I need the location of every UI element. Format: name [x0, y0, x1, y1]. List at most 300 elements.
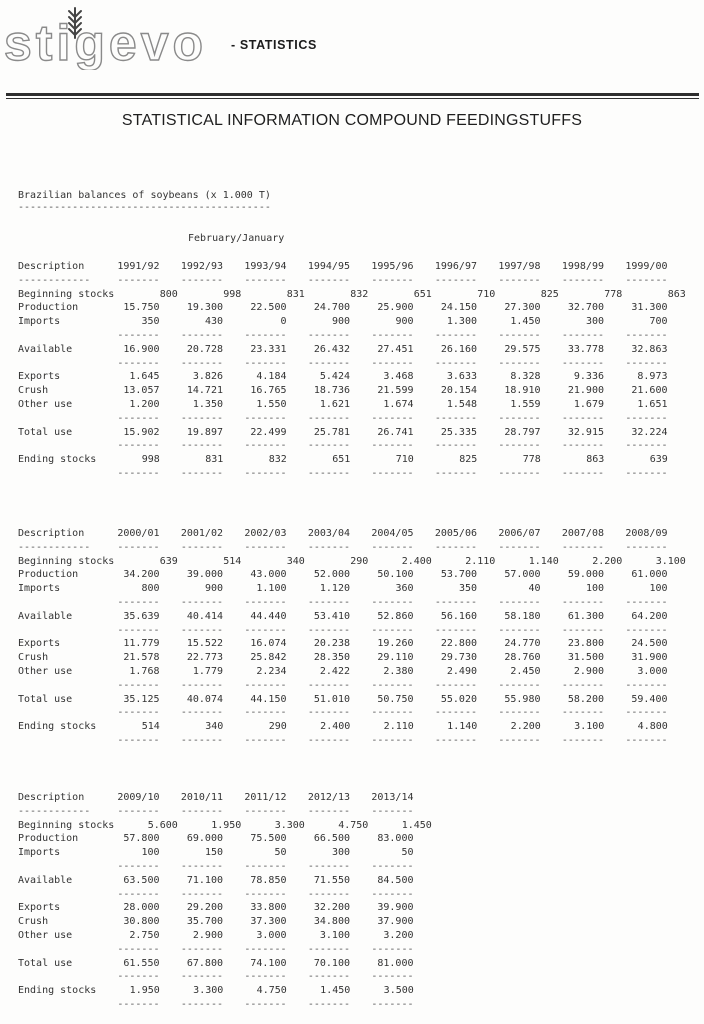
cell-value: 1.450 [510, 316, 541, 328]
dash-separator: ------- [117, 971, 160, 983]
cell-value: 0 [280, 316, 287, 328]
cell-value: 44.440 [250, 610, 287, 622]
cell-value: 1.100 [256, 583, 287, 595]
cell-value: 8.328 [510, 371, 541, 383]
dash-separator: ------- [561, 440, 604, 452]
cell-value: 2.422 [319, 665, 350, 677]
cell-value: 998 [141, 454, 160, 466]
year-column-header: 2006/07 [498, 528, 541, 539]
separator-spacer [18, 412, 96, 426]
wheat-icon [64, 5, 86, 39]
cell-value: 1.621 [319, 398, 350, 410]
cell-value: 514 [141, 721, 160, 733]
row-label: Total use [18, 426, 73, 438]
dash-separator: ------- [307, 596, 350, 608]
dash-separator: ------- [561, 679, 604, 691]
dash-separator: ------- [371, 596, 414, 608]
cell-value: 28.350 [313, 652, 350, 664]
dash-separator: ------- [307, 440, 350, 452]
dash-separator: ------- [371, 624, 414, 636]
table-row [18, 426, 686, 440]
table-row [18, 453, 686, 467]
cell-value: 639 [159, 555, 178, 567]
cell-value: 32.224 [631, 426, 668, 438]
cell-value: 290 [350, 555, 369, 567]
dash-separator: ------- [117, 707, 160, 719]
cell-value: 78.850 [250, 874, 287, 886]
column-underline: ------- [307, 805, 350, 817]
cell-value: 998 [223, 288, 242, 300]
dash-separator: ------- [180, 679, 223, 691]
cell-value: 3.100 [319, 929, 350, 941]
dash-separator: ------- [498, 624, 541, 636]
cell-value: 832 [268, 454, 287, 466]
cell-value: 75.500 [250, 833, 287, 845]
dash-separator: ------- [561, 734, 604, 746]
description-column-header: Description [18, 261, 85, 272]
dash-separator: ------- [244, 412, 287, 424]
cell-value: 31.900 [631, 652, 668, 664]
cell-value: 24.700 [313, 302, 350, 314]
year-column-header: 1997/98 [498, 261, 541, 272]
dash-separator: ------- [117, 860, 160, 872]
cell-value: 81.000 [377, 957, 414, 969]
cell-value: 3.000 [637, 665, 668, 677]
column-underline: ------- [180, 541, 223, 553]
cell-value: 39.000 [186, 569, 223, 581]
cell-value: 14.721 [186, 385, 223, 397]
cell-value: 778 [604, 288, 623, 300]
cell-value: 40 [528, 583, 541, 595]
cell-value: 34.200 [123, 569, 160, 581]
table-row [18, 929, 432, 943]
dash-separator: ------- [371, 412, 414, 424]
year-column-header: 2008/09 [625, 528, 668, 539]
cell-value: 2.400 [320, 721, 351, 733]
separator-spacer [18, 624, 96, 638]
dash-separator: ------- [371, 467, 414, 479]
cell-value: 58.200 [567, 693, 604, 705]
year-column-header: 1999/00 [625, 261, 668, 272]
cell-value: 16.765 [250, 385, 287, 397]
cell-value: 53.410 [313, 610, 350, 622]
dash-separator: ------- [307, 357, 350, 369]
cell-value: 2.900 [192, 929, 223, 941]
dash-separator: ------- [371, 707, 414, 719]
cell-value: 5.424 [319, 371, 350, 383]
cell-value: 863 [667, 288, 686, 300]
separator-spacer [18, 439, 96, 453]
cell-value: 20.728 [186, 343, 223, 355]
dash-separator: ------- [180, 707, 223, 719]
table-row [18, 315, 686, 329]
cell-value: 2.234 [256, 665, 287, 677]
header-underline-row [18, 274, 686, 288]
cell-value: 900 [204, 583, 223, 595]
row-label: Other use [18, 665, 73, 677]
cell-value: 15.902 [123, 426, 160, 438]
cell-value: 37.300 [250, 916, 287, 928]
cell-value: 832 [350, 288, 369, 300]
cell-value: 71.100 [186, 874, 223, 886]
header-underline-row [18, 541, 686, 555]
balance-table-2009-2013 [18, 791, 432, 1012]
cell-value: 825 [459, 454, 478, 466]
dash-separator: ------- [434, 329, 477, 341]
cell-value: 55.020 [440, 693, 477, 705]
separator-spacer [18, 888, 96, 902]
cell-value: 2.200 [510, 721, 541, 733]
year-column-header: 2010/11 [180, 792, 223, 803]
dash-separator: ------- [498, 596, 541, 608]
balance-table-2000-2008 [18, 527, 686, 748]
cell-value: 29.200 [186, 902, 223, 914]
dash-separator: ------- [244, 971, 287, 983]
table-row [18, 568, 686, 582]
cell-value: 15.522 [186, 638, 223, 650]
dash-separator: ------- [371, 860, 414, 872]
dash-separator: ------- [117, 624, 160, 636]
dash-separator: ------- [307, 860, 350, 872]
dash-separator: ------- [244, 440, 287, 452]
row-label: Beginning stocks [18, 555, 115, 567]
separator-spacer [18, 329, 96, 343]
header-underline-row [18, 805, 432, 819]
cell-value: 26.160 [440, 343, 477, 355]
dash-separator: ------- [498, 467, 541, 479]
cell-value: 700 [649, 316, 668, 328]
year-column-header: 2009/10 [117, 792, 160, 803]
page-title: STATISTICAL INFORMATION COMPOUND FEEDINGSTUFFS [121, 112, 583, 129]
dash-separator: ------- [371, 357, 414, 369]
cell-value: 21.600 [631, 385, 668, 397]
cell-value: 29.730 [440, 652, 477, 664]
row-label: Ending stocks [18, 721, 97, 733]
cell-value: 1.300 [446, 316, 477, 328]
subtitle-block [18, 190, 271, 214]
logo-text: stigevo [4, 15, 208, 70]
cell-value: 52.860 [377, 610, 414, 622]
table-row [18, 957, 432, 971]
table-row [18, 555, 686, 569]
dash-separator: ------- [561, 596, 604, 608]
dash-separator: ------- [244, 943, 287, 955]
cell-value: 900 [331, 316, 350, 328]
cell-value: 35.639 [123, 610, 160, 622]
dash-separator: ------- [307, 707, 350, 719]
cell-value: 25.781 [313, 426, 350, 438]
table-row [18, 819, 432, 833]
dash-separator: ------- [561, 329, 604, 341]
dash-separator: ------- [625, 596, 668, 608]
cell-value: 1.559 [510, 398, 541, 410]
cell-value: 19.897 [186, 426, 223, 438]
cell-value: 1.548 [446, 398, 477, 410]
column-underline: ------- [117, 274, 160, 286]
dash-separator: ------- [498, 329, 541, 341]
table-row [18, 832, 432, 846]
cell-value: 22.499 [250, 426, 287, 438]
cell-value: 69.000 [186, 833, 223, 845]
cell-value: 1.645 [129, 371, 160, 383]
row-label: Exports [18, 371, 61, 383]
dash-separator: ------- [371, 943, 414, 955]
year-column-header: 2002/03 [244, 528, 287, 539]
cell-value: 2.750 [129, 929, 160, 941]
year-column-header: 2003/04 [307, 528, 350, 539]
dash-separator: ------- [180, 860, 223, 872]
column-underline: ------- [625, 541, 668, 553]
column-underline: ------- [244, 274, 287, 286]
description-underline: ------------ [18, 541, 91, 553]
cell-value: 3.000 [256, 929, 287, 941]
year-column-header: 1991/92 [117, 261, 160, 272]
column-underline: ------- [180, 274, 223, 286]
cell-value: 800 [141, 583, 160, 595]
cell-value: 32.700 [567, 302, 604, 314]
dash-separator: ------- [371, 440, 414, 452]
dash-separator: ------- [307, 679, 350, 691]
cell-value: 29.110 [377, 652, 414, 664]
dash-separator: ------- [625, 467, 668, 479]
description-underline: ------------ [18, 805, 91, 817]
subtitle-underline: ------------------------------------------ [18, 202, 271, 213]
cell-value: 50 [401, 847, 414, 859]
row-label: Beginning stocks [18, 819, 115, 831]
column-underline: ------- [371, 274, 414, 286]
cell-value: 28.797 [504, 426, 541, 438]
cell-value: 3.300 [193, 985, 224, 997]
cell-value: 1.140 [447, 721, 478, 733]
dash-separator: ------- [180, 467, 223, 479]
dash-separator: ------- [434, 624, 477, 636]
row-label: Imports [18, 583, 61, 595]
separator-row [18, 467, 686, 481]
description-column-header: Description [18, 528, 85, 539]
cell-value: 1.651 [637, 398, 668, 410]
cell-value: 13.057 [123, 385, 160, 397]
dash-separator: ------- [307, 624, 350, 636]
cell-value: 1.950 [129, 985, 160, 997]
column-underline: ------- [434, 274, 477, 286]
year-column-header: 2013/14 [371, 792, 414, 803]
cell-value: 150 [204, 847, 223, 859]
separator-row [18, 943, 432, 957]
row-label: Other use [18, 929, 73, 941]
row-label: Available [18, 610, 73, 622]
cell-value: 3.200 [383, 929, 414, 941]
cell-value: 639 [649, 454, 668, 466]
rule-bottom-line [6, 98, 699, 100]
year-column-header: 2000/01 [117, 528, 160, 539]
balance-table-1991-1999 [18, 260, 686, 481]
dash-separator: ------- [244, 679, 287, 691]
dash-separator: ------- [180, 412, 223, 424]
dash-separator: ------- [625, 734, 668, 746]
dash-separator: ------- [561, 357, 604, 369]
row-label: Ending stocks [18, 985, 97, 997]
dash-separator: ------- [117, 679, 160, 691]
cell-value: 18.910 [504, 385, 541, 397]
table-row [18, 984, 432, 998]
dash-separator: ------- [307, 888, 350, 900]
cell-value: 3.100 [574, 721, 605, 733]
cell-value: 32.200 [313, 902, 350, 914]
row-label: Total use [18, 957, 73, 969]
double-rule [6, 93, 699, 99]
row-label: Available [18, 874, 73, 886]
cell-value: 59.000 [567, 569, 604, 581]
cell-value: 31.500 [567, 652, 604, 664]
table-header-row [18, 791, 432, 805]
table-row [18, 288, 686, 302]
row-label: Crush [18, 652, 49, 664]
dash-separator: ------- [117, 329, 160, 341]
dash-separator: ------- [117, 888, 160, 900]
cell-value: 16.074 [250, 638, 287, 650]
cell-value: 1.120 [319, 583, 350, 595]
table-row [18, 370, 686, 384]
column-underline: ------- [307, 274, 350, 286]
cell-value: 300 [585, 316, 604, 328]
dash-separator: ------- [180, 998, 223, 1010]
dash-separator: ------- [625, 624, 668, 636]
separator-spacer [18, 679, 96, 693]
cell-value: 831 [205, 454, 224, 466]
separator-row [18, 860, 432, 874]
row-label: Crush [18, 385, 49, 397]
table-row [18, 301, 686, 315]
cell-value: 350 [458, 583, 477, 595]
cell-value: 3.300 [274, 819, 305, 831]
dash-separator: ------- [117, 467, 160, 479]
cell-value: 44.150 [250, 693, 287, 705]
separator-row [18, 998, 432, 1012]
year-column-header: 2004/05 [371, 528, 414, 539]
cell-value: 21.578 [123, 652, 160, 664]
cell-value: 23.331 [250, 343, 287, 355]
cell-value: 25.335 [440, 426, 477, 438]
cell-value: 900 [395, 316, 414, 328]
cell-value: 1.550 [256, 398, 287, 410]
cell-value: 51.010 [313, 693, 350, 705]
description-underline: ------------ [18, 274, 91, 286]
dash-separator: ------- [434, 357, 477, 369]
year-column-header: 2011/12 [244, 792, 287, 803]
cell-value: 1.450 [320, 985, 351, 997]
cell-value: 33.800 [250, 902, 287, 914]
cell-value: 2.900 [573, 665, 604, 677]
cell-value: 57.800 [123, 833, 160, 845]
cell-value: 50 [274, 847, 287, 859]
dash-separator: ------- [117, 734, 160, 746]
cell-value: 21.900 [567, 385, 604, 397]
cell-value: 63.500 [123, 874, 160, 886]
cell-value: 8.973 [637, 371, 668, 383]
dash-separator: ------- [307, 467, 350, 479]
dash-separator: ------- [371, 971, 414, 983]
dash-separator: ------- [625, 412, 668, 424]
cell-value: 5.600 [147, 819, 178, 831]
cell-value: 58.180 [504, 610, 541, 622]
column-underline: ------- [180, 805, 223, 817]
cell-value: 25.900 [377, 302, 414, 314]
separator-spacer [18, 357, 96, 371]
table-row [18, 398, 686, 412]
dash-separator: ------- [434, 734, 477, 746]
table-header-row [18, 527, 686, 541]
cell-value: 1.140 [528, 555, 559, 567]
cell-value: 71.550 [313, 874, 350, 886]
cell-value: 83.000 [377, 833, 414, 845]
cell-value: 52.000 [313, 569, 350, 581]
cell-value: 22.773 [186, 652, 223, 664]
separator-spacer [18, 596, 96, 610]
row-label: Available [18, 343, 73, 355]
cell-value: 11.779 [123, 638, 160, 650]
separator-row [18, 439, 686, 453]
cell-value: 35.125 [123, 693, 160, 705]
cell-value: 55.980 [504, 693, 541, 705]
cell-value: 20.238 [313, 638, 350, 650]
separator-row [18, 329, 686, 343]
table-header-row [18, 260, 686, 274]
cell-value: 3.100 [655, 555, 686, 567]
separator-row [18, 888, 432, 902]
separator-row [18, 412, 686, 426]
dash-separator: ------- [625, 440, 668, 452]
cell-value: 22.500 [250, 302, 287, 314]
dash-separator: ------- [625, 357, 668, 369]
row-label: Exports [18, 902, 61, 914]
cell-value: 21.599 [377, 385, 414, 397]
dash-separator: ------- [244, 624, 287, 636]
cell-value: 35.700 [186, 916, 223, 928]
separator-row [18, 596, 686, 610]
cell-value: 32.915 [567, 426, 604, 438]
separator-spacer [18, 706, 96, 720]
dash-separator: ------- [307, 412, 350, 424]
dash-separator: ------- [561, 624, 604, 636]
dash-separator: ------- [625, 679, 668, 691]
cell-value: 23.800 [567, 638, 604, 650]
cell-value: 300 [331, 847, 350, 859]
separator-spacer [18, 860, 96, 874]
cell-value: 1.200 [129, 398, 160, 410]
cell-value: 61.550 [123, 957, 160, 969]
table-row [18, 915, 432, 929]
dash-separator: ------- [498, 440, 541, 452]
cell-value: 9.336 [573, 371, 604, 383]
cell-value: 15.750 [123, 302, 160, 314]
dash-separator: ------- [561, 707, 604, 719]
cell-value: 800 [159, 288, 178, 300]
cell-value: 24.770 [504, 638, 541, 650]
column-underline: ------- [371, 805, 414, 817]
cell-value: 3.633 [446, 371, 477, 383]
dash-separator: ------- [307, 998, 350, 1010]
cell-value: 50.100 [377, 569, 414, 581]
year-column-header: 1994/95 [307, 261, 350, 272]
table-row [18, 651, 686, 665]
dash-separator: ------- [434, 679, 477, 691]
dash-separator: ------- [371, 888, 414, 900]
dash-separator: ------- [307, 734, 350, 746]
year-column-header: 1998/99 [561, 261, 604, 272]
dash-separator: ------- [117, 357, 160, 369]
column-underline: ------- [307, 541, 350, 553]
dash-separator: ------- [117, 943, 160, 955]
